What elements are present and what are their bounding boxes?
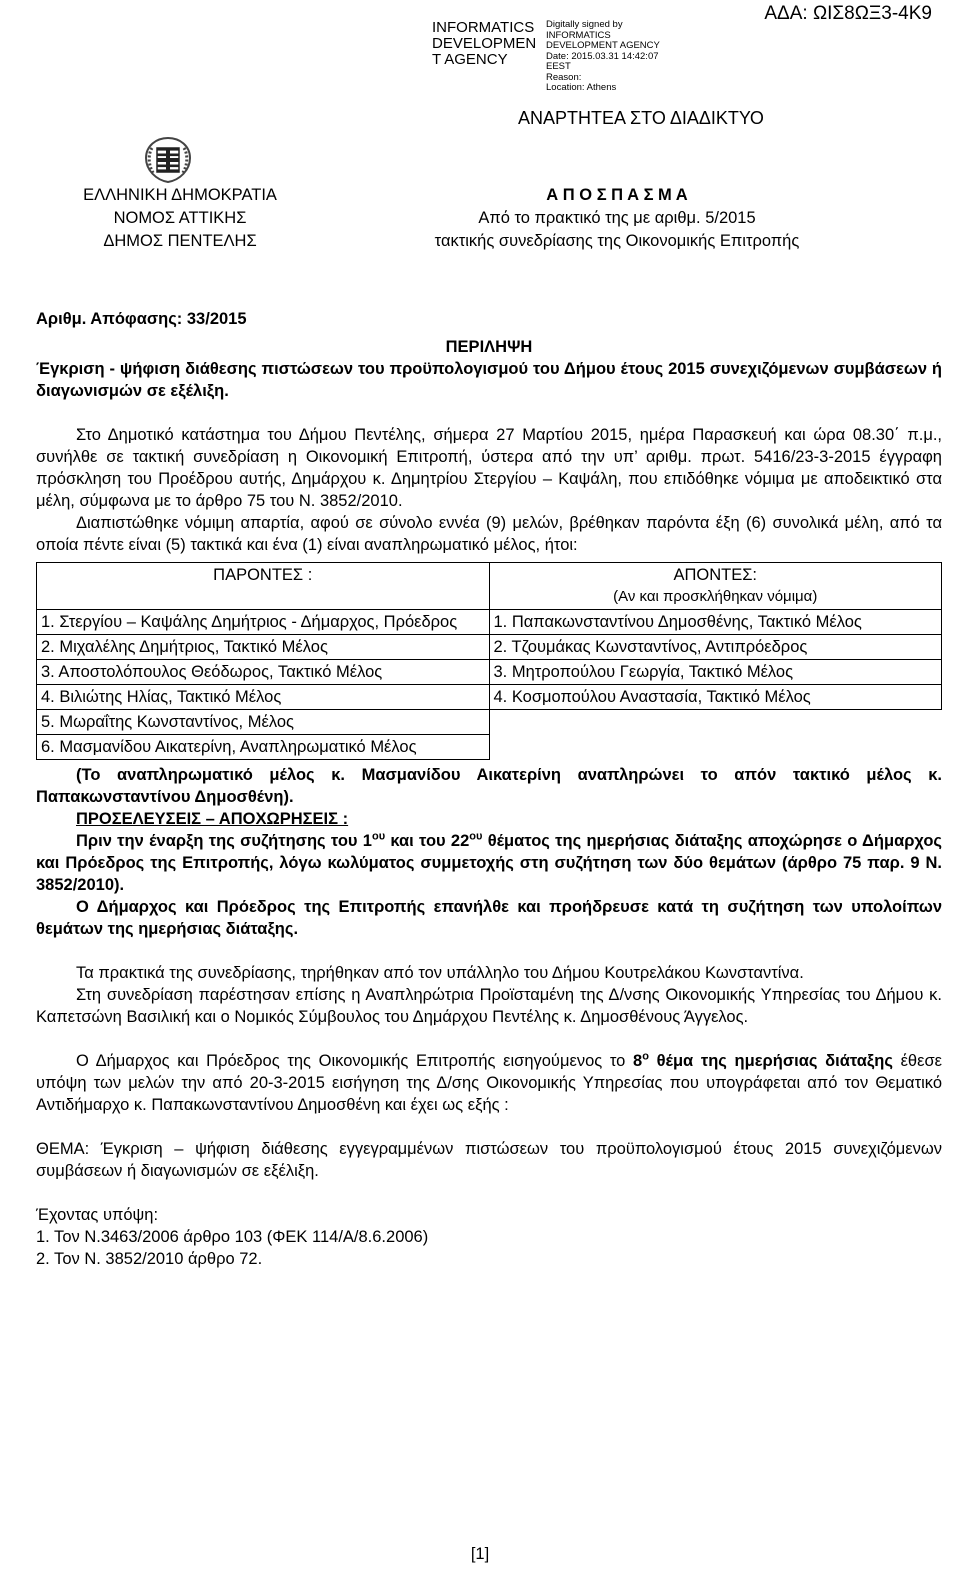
intro-paragraph: Στο Δημοτικό κατάστημα του Δήμου Πεντέλης, σήμερα 27 Μαρτίου 2015, ημέρα Παρασκευή και ώρα 08.30΄ π.μ., συνήλθε σε τακτική συνεδρίαση η Οικονομική Επιτροπή, ύστερα από την υπ’ αριθμ. πρωτ. 5416/23-3-2015 έγγραφη πρόσκληση του Προέδρου αυτής, Δημάρχου κ. Δημητρίου Στεργίου – Καψάλη, που επιδόθηκε νόμιμα με αποδεικτικό στα μέλη, σύμφωνα με το άρθρο 75 του Ν. 3852/2010.: [36, 426, 942, 510]
present-member: 5. Μωραΐτης Κωνσταντίνος, Μέλος: [37, 710, 490, 735]
present-member: 3. Αποστολόπουλος Θεόδωρος, Τακτικό Μέλος: [37, 660, 490, 685]
substitute-note: (Το αναπληρωματικό μέλος κ. Μασμανίδου Αικατερίνη αναπληρώνει το απόν τακτικό μέλος κ. Παπακωνσταντίνου Δημοσθένη).: [36, 766, 942, 806]
table-row: [37, 710, 942, 735]
topic-intro-part: έθεσε υπόψη των μελών την από 20-3-2015 εισήγηση της Δ/σης Οικονομικής Υπηρεσίας που υπογράφεται από τον Θεματικό Αντιδήμαρχο κ. Παπακωνσταντίνου Δημοσθένη και έχει ως εξής :: [36, 1052, 943, 1114]
summary-label: ΠΕΡΙΛΗΨΗ: [445, 338, 533, 356]
arrivals-heading: ΠΡΟΣΕΛΕΥΣΕΙΣ – ΑΠΟΧΩΡΗΣΕΙΣ :: [76, 810, 349, 828]
extract-title: Α Π Ο Σ Π Α Σ Μ Α: [546, 186, 688, 204]
header-left-line: ΔΗΜΟΣ ΠΕΝΤΕΛΗΣ: [103, 232, 257, 250]
absent-header-cell: [489, 563, 942, 610]
extract-line: τακτικής συνεδρίασης της Οικονομικής Επιτροπής: [434, 232, 800, 250]
table-row: [37, 635, 942, 660]
return-text: Ο Δήμαρχος και Πρόεδρος της Επιτροπής επανήλθε και προήδρευσε κατά τη συζήτηση των υπολοίπων θεμάτων της ημερήσιας διάταξης.: [36, 898, 942, 938]
quorum-paragraph: Διαπιστώθηκε νόμιμη απαρτία, αφού σε σύνολο εννέα (9) μελών, βρέθηκαν παρόντα έξη (6) συνολικά μέλη, από τα οποία πέντε είναι (5) τακτικά και ένα (1) είναι αναπληρωματικό μέλος, ήτοι:: [36, 514, 942, 554]
arrivals-text-part: θέματος της ημερήσιας διάταξης αποχώρησε ο Δήμαρχος και Πρόεδρος της Επιτροπής, λόγω κωλύματος συμμετοχής στη συζήτηση των δύο θεμάτων (άρθρο 75 παρ. 9 Ν. 3852/2010).: [36, 832, 942, 894]
absent-header: ΑΠΟΝΤΕΣ:: [673, 566, 758, 584]
present-member: 6. Μασμανίδου Αικατερίνη, Αναπληρωματικό Μέλος: [37, 735, 490, 760]
arrivals-heading-line: [36, 808, 942, 830]
table-row: [37, 610, 942, 635]
greek-coat-of-arms-icon: [142, 136, 194, 184]
topic-intro: [36, 1050, 942, 1116]
ordinal-suffix: ου: [371, 830, 386, 843]
signature-details: [546, 20, 676, 94]
topic-label: θέμα της ημερήσιας διάταξης: [648, 1052, 893, 1070]
subject-text: ΘΕΜΑ: Έγκριση – ψήφιση διάθεσης εγγεγραμμένων πιστώσεων του προϋπολογισμού έτους 2015 συνεχιζόμενων συμβάσεων ή διαγωνισμών σε εξέλιξη.: [36, 1140, 942, 1180]
minutes-text: Τα πρακτικά της συνεδρίασης, τηρήθηκαν από τον υπάλληλο του Δήμου Κουτρελάκου Κωνσταντίνα.: [76, 964, 804, 982]
empty-cell: [489, 735, 942, 760]
present-header-cell: [37, 563, 490, 610]
considering-label: Έχοντας υπόψη:: [36, 1206, 159, 1224]
digital-signature: [432, 19, 672, 93]
present-member: 1. Στεργίου – Καψάλης Δημήτριος - Δήμαρχος, Πρόεδρος: [37, 610, 490, 635]
decision-number: Αριθμ. Απόφασης: 33/2015: [36, 310, 247, 328]
absent-member: 3. Μητροπούλου Γεωργία, Τακτικό Μέλος: [489, 660, 942, 685]
considering-item: 2. Τον Ν. 3852/2010 άρθρο 72.: [36, 1250, 263, 1268]
arrivals-text: [36, 830, 942, 896]
absent-member: 2. Τζουμάκας Κωνσταντίνος, Αντιπρόεδρος: [489, 635, 942, 660]
page-number: [1]: [470, 1545, 490, 1563]
posted-label: ΑΝΑΡΤΗΤΕΑ ΣΤΟ ΔΙΑΔΙΚΤΥΟ: [518, 108, 764, 128]
signature-detail-line: Reason:: [546, 71, 582, 83]
header-left-line: ΕΛΛΗΝΙΚΗ ΔΗΜΟΚΡΑΤΙΑ: [83, 186, 277, 204]
present-member: 4. Βιλιώτης Ηλίας, Τακτικό Μέλος: [37, 685, 490, 710]
empty-cell: [489, 710, 942, 735]
ordinal-suffix: ο: [642, 1050, 649, 1063]
header-left: [60, 184, 300, 253]
absent-subheader: (Αν και προσκλήθηκαν νόμιμα): [613, 588, 818, 605]
table-row: [37, 685, 942, 710]
present-header: ΠΑΡΟΝΤΕΣ :: [213, 566, 313, 584]
summary-text: Έγκριση - ψήφιση διάθεσης πιστώσεων του προϋπολογισμού του Δήμου έτους 2015 συνεχιζόμενων συμβάσεων ή διαγωνισμών σε εξέλιξη.: [36, 360, 942, 400]
topic-intro-part: Ο Δήμαρχος και Πρόεδρος της Οικονομικής Επιτροπής εισηγούμενος το: [76, 1052, 633, 1070]
extract-line: Από το πρακτικό της με αριθμ. 5/2015: [478, 209, 756, 227]
considering-item: 1. Τον Ν.3463/2006 άρθρο 103 (ΦΕΚ 114/Α/8.6.2006): [36, 1228, 429, 1246]
table-row: [37, 735, 942, 760]
arrivals-text-part: Πριν την έναρξη της συζήτησης του 1: [76, 832, 372, 850]
absent-member: 4. Κοσμοπούλου Αναστασία, Τακτικό Μέλος: [489, 685, 942, 710]
document-body: [36, 308, 942, 1270]
present-member: 2. Μιχαλέλης Δημήτριος, Τακτικό Μέλος: [37, 635, 490, 660]
signature-detail-line: Digitally signed by: [546, 19, 623, 30]
signature-detail-line: Location: Athens: [546, 82, 617, 93]
arrivals-text-part: και του 22: [385, 832, 470, 850]
header-right: [402, 184, 832, 253]
absent-member: 1. Παπακωνσταντίνου Δημοσθένης, Τακτικό Μέλος: [489, 610, 942, 635]
signature-detail-line: INFORMATICS: [546, 29, 611, 41]
attendees-text: Στη συνεδρίαση παρέστησαν επίσης η Αναπληρώτρια Προϊσταμένη της Δ/νσης Οικονομικής Υπηρεσίας του Δήμου κ. Καπετσώνη Βασιλική και ο Νομικός Σύμβουλος του Δημάρχου Πεντέλης κ. Δημοσθένους Άγγελος.: [36, 986, 942, 1026]
topic-number: 8: [633, 1052, 643, 1070]
header-left-line: ΝΟΜΟΣ ΑΤΤΙΚΗΣ: [113, 209, 247, 227]
signature-detail-line: DEVELOPMENT AGENCY: [546, 40, 660, 51]
table-row: [37, 660, 942, 685]
attendance-table: [36, 562, 942, 760]
ada-code: ΑΔΑ: ΩΙΣ8ΩΞ3-4Κ9: [764, 3, 932, 24]
signature-name: INFORMATICS DEVELOPMEN T AGENCY: [432, 19, 537, 68]
signature-detail-line: EEST: [546, 61, 571, 72]
ordinal-suffix: ου: [469, 830, 483, 843]
signature-detail-line: Date: 2015.03.31 14:42:07: [546, 50, 659, 62]
